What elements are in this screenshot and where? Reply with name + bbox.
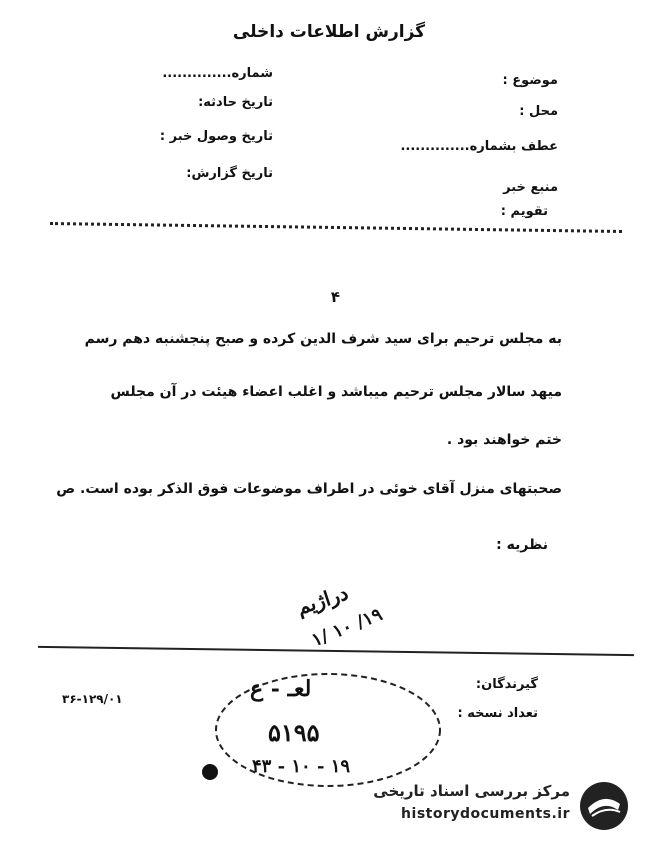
report-title: گزارش اطلاعات داخلی [232,22,426,42]
stamp-number: ۵۱۹۵ [268,718,320,747]
opinion-label: نظریه : [496,537,548,553]
reference-code: ۳۶-۱۲۹/۰۱ [62,692,123,706]
received-date-field: تاریخ وصول خبر : [159,129,273,144]
watermark-url: historydocuments.ir [401,806,570,822]
report-date-field: تاریخ گزارش: [186,166,273,181]
book-logo-icon [578,780,630,832]
reference-number-field: عطف بشماره.............. [400,139,558,154]
body-line-2: میهد سالار مجلس ترحیم میباشد و اغلب اعضاء هیئت در آن مجلس [110,384,562,400]
watermark-name: مرکز بررسی اسناد تاریخی [373,782,570,800]
archive-watermark [340,780,630,832]
incident-date-field: تاریخ حادثه: [198,95,273,110]
body-line-3: ختم خواهند بود . [446,432,562,448]
body-line-4: صحبتهای منزل آقای خوئی در اطراف موضوعات فوق الذکر بوده است. ص [56,481,562,497]
handwritten-date: ۱۹/ ۱۰ /۱ [308,603,386,652]
source-field: منبع خبر [503,180,558,195]
number-field: شماره.............. [162,66,273,81]
stamp-code: لعـ - ع [250,676,312,702]
handwritten-signature: دراژیم [293,580,352,620]
item-number: ۴ [330,288,340,306]
subject-field: موضوع : [502,73,558,88]
footer-divider [38,646,634,656]
assessment-field: تقویم : [500,204,548,219]
stamp-date: ۱۹ - ۱۰ - ۴۳ [252,756,351,777]
place-field: محل : [519,104,558,119]
ink-blot [202,764,218,780]
copies-count-label: تعداد نسخه : [457,706,538,721]
header-divider [50,222,622,233]
recipients-label: گیرندگان: [475,677,538,692]
body-line-1: به مجلس ترحیم برای سید شرف الدین کرده و صبح پنجشنبه دهم رسم [84,331,562,347]
